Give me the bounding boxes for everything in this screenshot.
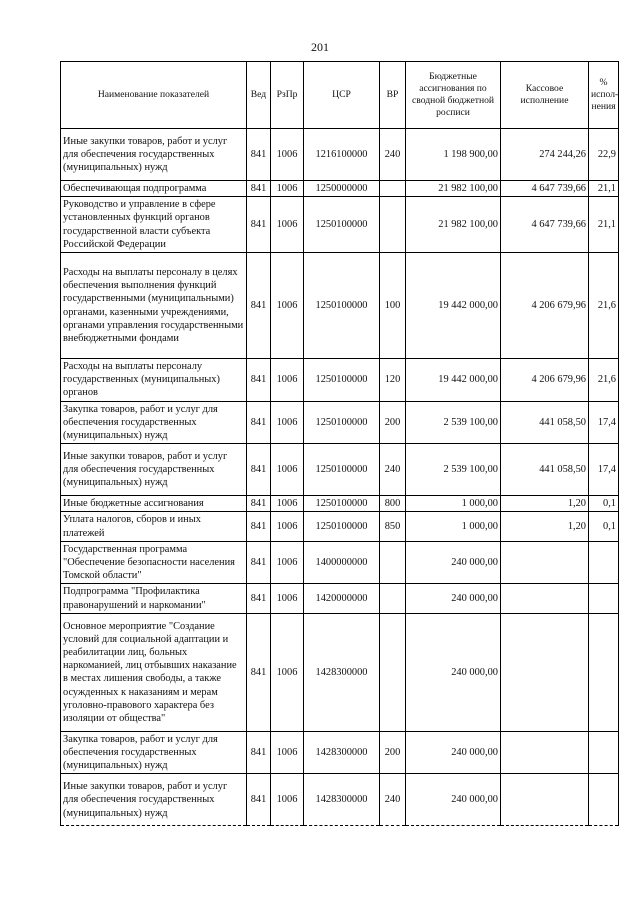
page-number: 201 (311, 40, 329, 54)
cell-allocations: 19 442 000,00 (406, 253, 501, 359)
cell-name: Обеспечивающая подпрограмма (61, 181, 247, 197)
cell-cash: 1,20 (501, 496, 589, 512)
cell-allocations: 1 198 900,00 (406, 129, 501, 181)
cell-allocations: 240 000,00 (406, 774, 501, 826)
cell-cash: 1,20 (501, 512, 589, 541)
cell-percent: 0,1 (589, 512, 619, 541)
cell-ved: 841 (247, 253, 271, 359)
cell-csr: 1250000000 (304, 181, 380, 197)
cell-csr: 1250100000 (304, 496, 380, 512)
table-row (61, 444, 619, 496)
cell-name: Уплата налогов, сборов и иных платежей (61, 512, 247, 541)
table-body (61, 129, 619, 826)
cell-vr: 100 (380, 253, 406, 359)
cell-cash (501, 584, 589, 613)
cell-rzpr: 1006 (271, 197, 304, 253)
cell-rzpr: 1006 (271, 253, 304, 359)
cell-cash (501, 774, 589, 826)
cell-rzpr: 1006 (271, 401, 304, 444)
cell-allocations: 19 442 000,00 (406, 359, 501, 402)
cell-rzpr: 1006 (271, 181, 304, 197)
cell-rzpr: 1006 (271, 584, 304, 613)
table-row (61, 253, 619, 359)
cell-ved: 841 (247, 129, 271, 181)
cell-vr (380, 197, 406, 253)
cell-name: Иные закупки товаров, работ и услуг для обеспечения государственных (муниципальных) нужд (61, 774, 247, 826)
cell-percent (589, 613, 619, 731)
cell-rzpr: 1006 (271, 541, 304, 584)
cell-vr: 120 (380, 359, 406, 402)
cell-ved: 841 (247, 181, 271, 197)
cell-rzpr: 1006 (271, 496, 304, 512)
cell-cash: 441 058,50 (501, 444, 589, 496)
cell-cash: 441 058,50 (501, 401, 589, 444)
cell-ved: 841 (247, 541, 271, 584)
cell-name: Расходы на выплаты персоналу в целях обеспечения выполнения функций государственными (муниципальными) органами, казенными учреждениями, органами управления государственными внебюджетными фондами (61, 253, 247, 359)
cell-rzpr: 1006 (271, 359, 304, 402)
cell-percent (589, 541, 619, 584)
cell-percent: 21,6 (589, 359, 619, 402)
cell-ved: 841 (247, 512, 271, 541)
cell-percent: 0,1 (589, 496, 619, 512)
cell-csr: 1428300000 (304, 613, 380, 731)
cell-cash (501, 541, 589, 584)
cell-ved: 841 (247, 731, 271, 774)
cell-percent (589, 731, 619, 774)
cell-name: Расходы на выплаты персоналу государственных (муниципальных) органов (61, 359, 247, 402)
table-row (61, 584, 619, 613)
cell-cash: 4 206 679,96 (501, 359, 589, 402)
cell-name: Иные закупки товаров, работ и услуг для обеспечения государственных (муниципальных) нужд (61, 129, 247, 181)
cell-ved: 841 (247, 496, 271, 512)
cell-rzpr: 1006 (271, 129, 304, 181)
cell-allocations: 2 539 100,00 (406, 401, 501, 444)
table-row (61, 359, 619, 402)
cell-cash: 4 647 739,66 (501, 197, 589, 253)
cell-vr (380, 181, 406, 197)
cell-vr: 240 (380, 774, 406, 826)
cell-ved: 841 (247, 401, 271, 444)
header-ved: Вед (247, 62, 271, 129)
cell-allocations: 240 000,00 (406, 584, 501, 613)
cell-allocations: 240 000,00 (406, 731, 501, 774)
cell-csr: 1428300000 (304, 731, 380, 774)
cell-percent: 17,4 (589, 444, 619, 496)
cell-vr: 200 (380, 731, 406, 774)
header-percent: % испол-нения (589, 62, 619, 129)
cell-ved: 841 (247, 613, 271, 731)
table-row (61, 129, 619, 181)
header-name: Наименование показателей (61, 62, 247, 129)
cell-csr: 1250100000 (304, 197, 380, 253)
header-cash: Кассовое исполнение (501, 62, 589, 129)
cell-ved: 841 (247, 197, 271, 253)
table-row (61, 181, 619, 197)
cell-allocations: 21 982 100,00 (406, 197, 501, 253)
cell-allocations: 240 000,00 (406, 541, 501, 584)
cell-rzpr: 1006 (271, 444, 304, 496)
table-row (61, 197, 619, 253)
cell-csr: 1400000000 (304, 541, 380, 584)
table-row (61, 401, 619, 444)
cell-cash: 274 244,26 (501, 129, 589, 181)
cell-vr (380, 584, 406, 613)
cell-vr (380, 613, 406, 731)
header-vr: ВР (380, 62, 406, 129)
cell-name: Иные закупки товаров, работ и услуг для обеспечения государственных (муниципальных) нужд (61, 444, 247, 496)
cell-percent: 21,1 (589, 197, 619, 253)
cell-rzpr: 1006 (271, 512, 304, 541)
cell-rzpr: 1006 (271, 731, 304, 774)
table-header (61, 62, 619, 129)
cell-allocations: 1 000,00 (406, 512, 501, 541)
table-row (61, 512, 619, 541)
header-rzpr: РзПр (271, 62, 304, 129)
header-csr: ЦСР (304, 62, 380, 129)
cell-name: Подпрограмма "Профилактика правонарушений и наркомании" (61, 584, 247, 613)
table-row (61, 496, 619, 512)
cell-vr (380, 541, 406, 584)
cell-name: Закупка товаров, работ и услуг для обеспечения государственных (муниципальных) нужд (61, 401, 247, 444)
header-allocations: Бюджетные ассигнования по сводной бюджетной росписи (406, 62, 501, 129)
budget-table (60, 61, 619, 826)
cell-cash (501, 613, 589, 731)
cell-ved: 841 (247, 774, 271, 826)
cell-allocations: 2 539 100,00 (406, 444, 501, 496)
cell-name: Закупка товаров, работ и услуг для обеспечения государственных (муниципальных) нужд (61, 731, 247, 774)
cell-name: Руководство и управление в сфере установленных функций органов государственной власти субъекта Российской Федерации (61, 197, 247, 253)
cell-cash: 4 647 739,66 (501, 181, 589, 197)
cell-csr: 1250100000 (304, 253, 380, 359)
table-row (61, 613, 619, 731)
cell-csr: 1250100000 (304, 512, 380, 541)
cell-percent: 21,1 (589, 181, 619, 197)
cell-allocations: 1 000,00 (406, 496, 501, 512)
cell-ved: 841 (247, 359, 271, 402)
cell-percent: 22,9 (589, 129, 619, 181)
cell-allocations: 21 982 100,00 (406, 181, 501, 197)
cell-csr: 1250100000 (304, 401, 380, 444)
cell-csr: 1216100000 (304, 129, 380, 181)
cell-ved: 841 (247, 584, 271, 613)
cell-cash: 4 206 679,96 (501, 253, 589, 359)
cell-percent (589, 584, 619, 613)
table-row (61, 731, 619, 774)
cell-vr: 800 (380, 496, 406, 512)
cell-vr: 240 (380, 129, 406, 181)
cell-csr: 1250100000 (304, 359, 380, 402)
cell-name: Государственная программа "Обеспечение безопасности населения Томской области" (61, 541, 247, 584)
cell-percent: 17,4 (589, 401, 619, 444)
cell-rzpr: 1006 (271, 613, 304, 731)
cell-percent (589, 774, 619, 826)
cell-cash (501, 731, 589, 774)
cell-vr: 240 (380, 444, 406, 496)
cell-rzpr: 1006 (271, 774, 304, 826)
cell-name: Иные бюджетные ассигнования (61, 496, 247, 512)
cell-vr: 200 (380, 401, 406, 444)
cell-csr: 1250100000 (304, 444, 380, 496)
cell-percent: 21,6 (589, 253, 619, 359)
cell-ved: 841 (247, 444, 271, 496)
cell-allocations: 240 000,00 (406, 613, 501, 731)
cell-vr: 850 (380, 512, 406, 541)
table-row (61, 774, 619, 826)
cell-name: Основное мероприятие "Создание условий для социальной адаптации и реабилитации лиц, больных наркоманией, лиц отбывших наказание в местах лишения свободы, а также осужденных к наказаниям и мерам уголовно-правового характера без изоляции от общества" (61, 613, 247, 731)
table-row (61, 541, 619, 584)
cell-csr: 1428300000 (304, 774, 380, 826)
cell-csr: 1420000000 (304, 584, 380, 613)
